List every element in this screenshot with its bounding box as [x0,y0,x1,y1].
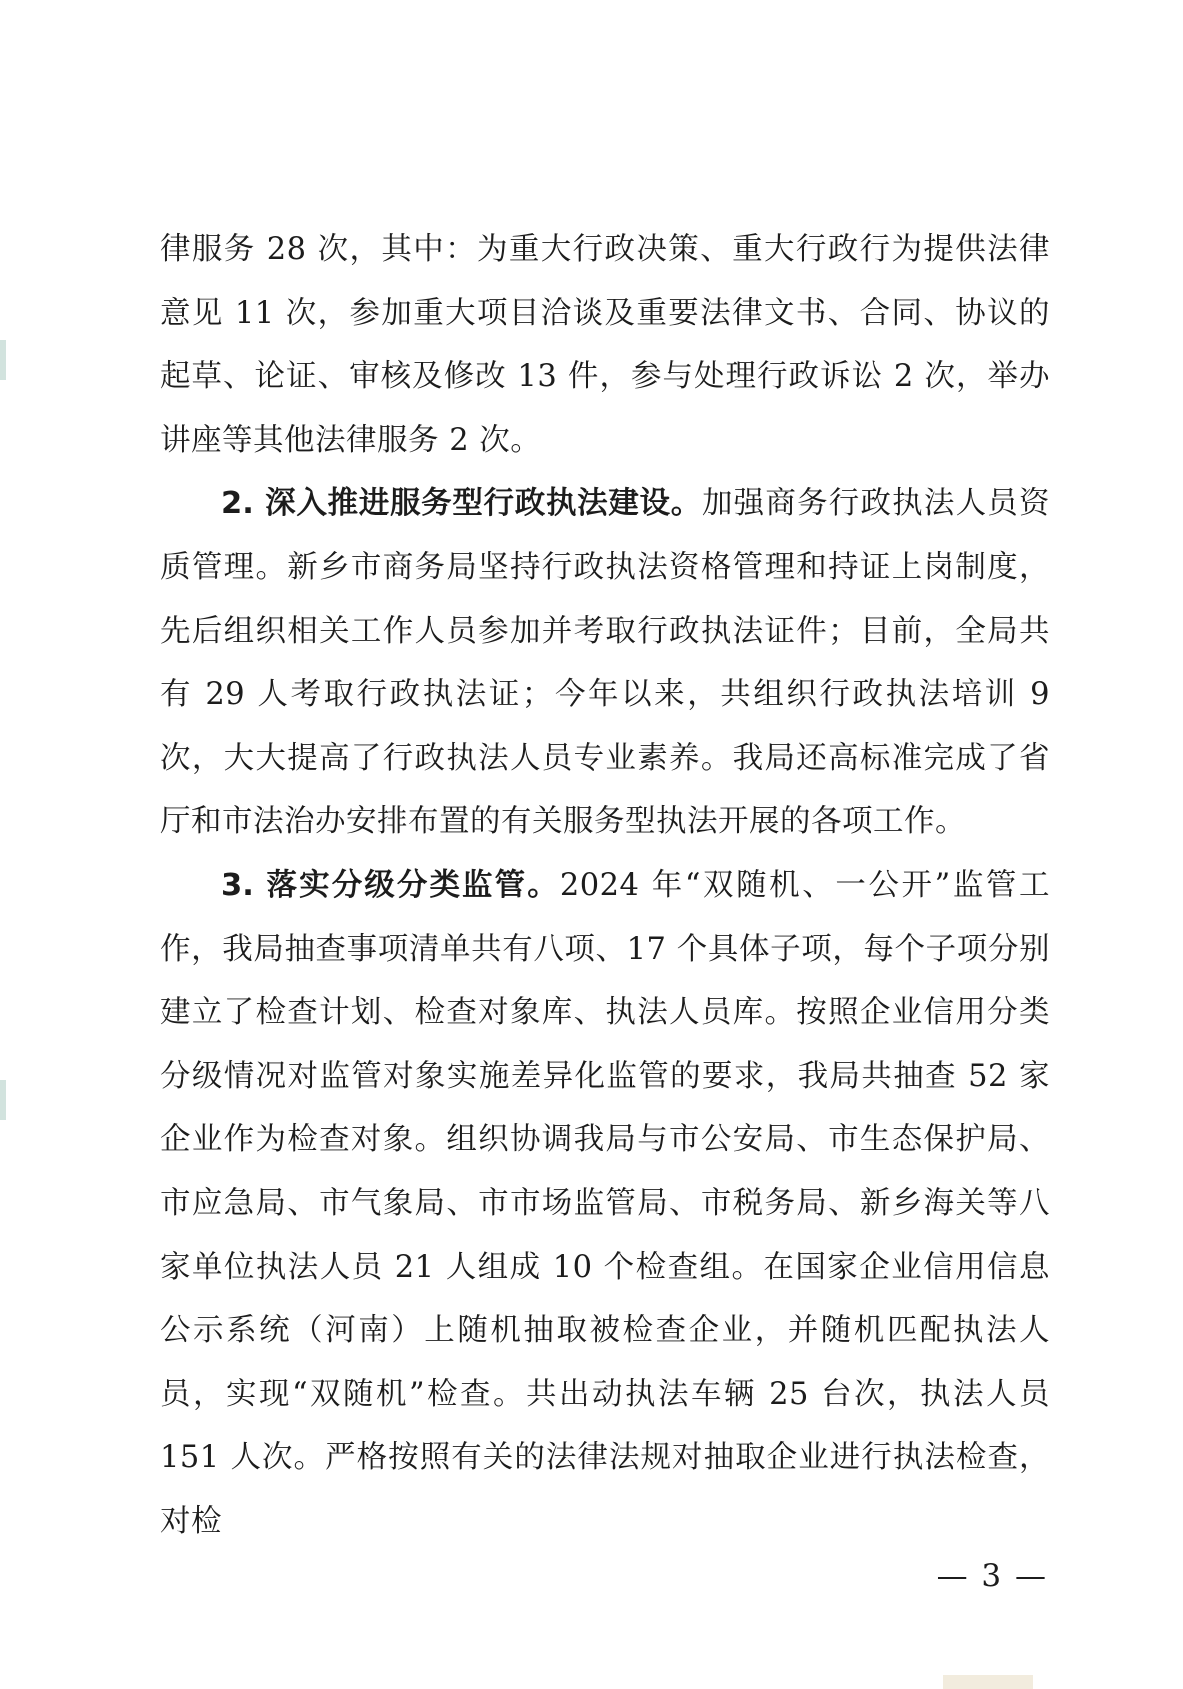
paragraph-text: 2024 年“双随机、一公开”监管工作，我局抽查事项清单共有八项、17 个具体子项，每个子项分别建立了检查计划、检查对象库、执法人员库。按照企业信用分类分级情况对监管对象实施差异化监管的要求，我局共抽查 52 家企业作为检查对象。组织协调我局与市公安局、市生态保护局、市应急局、市气象局、市市场监管局、市税务局、新乡海关等八家单位执法人员 21 人组成 10 个检查组。在国家企业信用信息公示系统（河南）上随机抽取被检查企业，并随机匹配执法人员，实现“双随机”检查。共出动执法车辆 25 台次，执法人员 151 人次。严格按照有关的法律法规对抽取企业进行执法检查，对检 [160,867,1050,1539]
scan-edge-mark [0,1080,6,1120]
scan-edge-mark [943,1675,1033,1689]
paragraph-service-enforcement [160,472,1050,854]
paragraph-graded-supervision [160,854,1050,1554]
paragraph-text: 加强商务行政执法人员资质管理。新乡市商务局坚持行政执法资格管理和持证上岗制度，先后组织相关工作人员参加并考取行政执法证件；目前，全局共有 29 人考取行政执法证；今年以来，共组织行政执法培训 9 次，大大提高了行政执法人员专业素养。我局还高标准完成了省厅和市法治办安排布置的有关服务型执法开展的各项工作。 [160,486,1050,840]
paragraph-legal-services [160,218,1050,472]
section-heading: 2. 深入推进服务型行政执法建设。 [221,486,702,522]
document-body [160,218,1050,1553]
scan-edge-mark [0,340,6,380]
page-number: — 3 — [936,1558,1048,1594]
section-heading: 3. 落实分级分类监管。 [221,867,560,903]
paragraph-text: 律服务 28 次，其中：为重大行政决策、重大行政行为提供法律意见 11 次，参加重大项目洽谈及重要法律文书、合同、协议的起草、论证、审核及修改 13 件，参与处理行政诉讼 2 次，举办讲座等其他法律服务 2 次。 [160,232,1050,458]
